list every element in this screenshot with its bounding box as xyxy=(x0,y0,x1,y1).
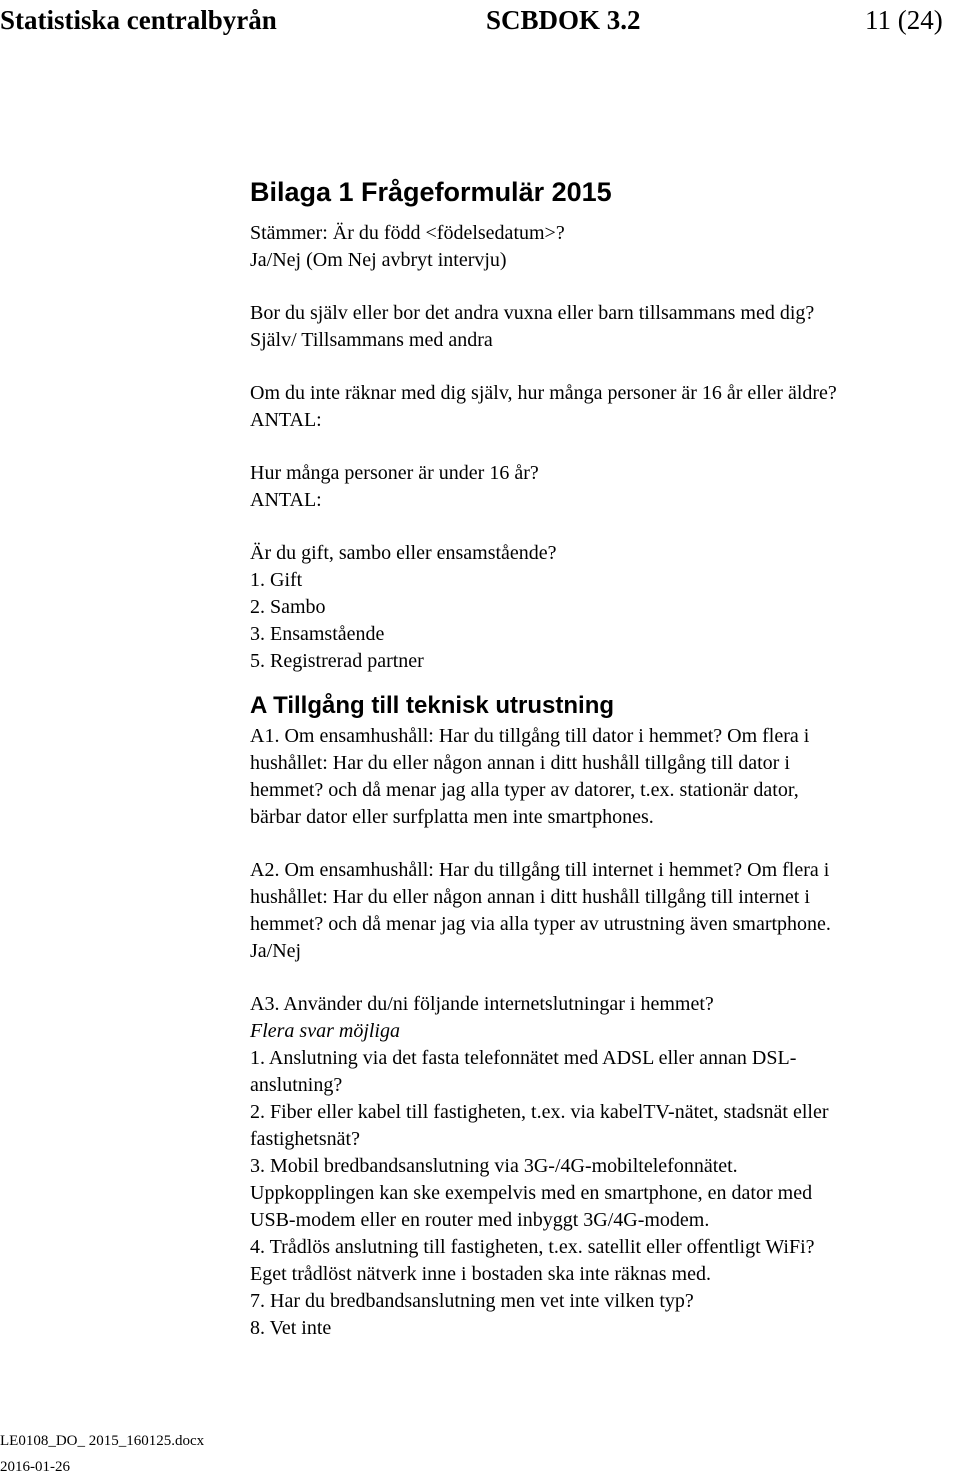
page-title: Bilaga 1 Frågeformulär 2015 xyxy=(250,177,612,207)
question-line: A2. Om ensamhushåll: Har du tillgång till internet i hemmet? Om flera i xyxy=(250,859,830,881)
section-heading: A Tillgång till teknisk utrustning xyxy=(250,692,615,719)
question-text: Bor du själv eller bor det andra vuxna eller barn tillsammans med dig? xyxy=(250,302,815,324)
marital-status-question xyxy=(250,540,950,675)
option-line: Eget trådlöst nätverk inne i bostaden ska inte räknas med. xyxy=(250,1263,711,1285)
header-page-number: 11 (24) xyxy=(865,5,943,35)
question-text: Är du gift, sambo eller ensamstående? xyxy=(250,542,557,564)
option-line: USB-modem eller en router med inbyggt 3G/4G-modem. xyxy=(250,1209,710,1231)
footer-date: 2016-01-26 xyxy=(0,1459,70,1475)
intro-question-1 xyxy=(250,220,950,274)
header-organization: Statistiska centralbyrån xyxy=(0,5,277,35)
option-line: 7. Har du bredbandsanslutning men vet inte vilken typ? xyxy=(250,1290,694,1312)
option-line: 3. Mobil bredbandsanslutning via 3G-/4G-mobiltelefonnätet. xyxy=(250,1155,738,1177)
question-text: Stämmer: Är du född <födelsedatum>? xyxy=(250,222,565,244)
option-line: anslutning? xyxy=(250,1074,343,1096)
option-line: fastighetsnät? xyxy=(250,1128,360,1150)
answer-options: ANTAL: xyxy=(250,489,322,511)
option-line: 1. Anslutning via det fasta telefonnätet med ADSL eller annan DSL- xyxy=(250,1047,797,1069)
question-text: Om du inte räknar med dig själv, hur många personer är 16 år eller äldre? xyxy=(250,382,837,404)
option-item: 5. Registrerad partner xyxy=(250,650,424,672)
option-item: 3. Ensamstående xyxy=(250,623,385,645)
option-line: Uppkopplingen kan ske exempelvis med en smartphone, en dator med xyxy=(250,1182,813,1204)
question-line: A1. Om ensamhushåll: Har du tillgång till dator i hemmet? Om flera i xyxy=(250,725,810,747)
intro-question-3 xyxy=(250,380,950,434)
question-note: Flera svar möjliga xyxy=(250,1020,400,1042)
option-item: 2. Sambo xyxy=(250,596,326,618)
answer-options: ANTAL: xyxy=(250,409,322,431)
option-item: 1. Gift xyxy=(250,569,303,591)
page-footer xyxy=(0,1428,204,1480)
option-line: 4. Trådlös anslutning till fastigheten, t.ex. satellit eller offentligt WiFi? xyxy=(250,1236,815,1258)
question-line: Ja/Nej xyxy=(250,940,302,962)
document-body xyxy=(250,170,950,1342)
question-text: Hur många personer är under 16 år? xyxy=(250,462,539,484)
header-document-id: SCBDOK 3.2 xyxy=(486,5,641,35)
question-line: hemmet? och då menar jag via alla typer av utrustning även smartphone. xyxy=(250,913,831,935)
question-line: hushållet: Har du eller någon annan i ditt hushåll tillgång till dator i xyxy=(250,752,790,774)
footer-filename: LE0108_DO_ 2015_160125.docx xyxy=(0,1433,205,1449)
answer-options: Själv/ Tillsammans med andra xyxy=(250,329,493,351)
page-header xyxy=(0,0,960,44)
question-line: hushållet: Har du eller någon annan i ditt hushåll tillgång till internet i xyxy=(250,886,810,908)
intro-question-2 xyxy=(250,300,950,354)
answer-options: Ja/Nej (Om Nej avbryt intervju) xyxy=(250,249,507,271)
question-line: bärbar dator eller surfplatta men inte smartphones. xyxy=(250,806,654,828)
intro-question-4 xyxy=(250,460,950,514)
question-line: hemmet? och då menar jag alla typer av datorer, t.ex. stationär dator, xyxy=(250,779,799,801)
question-a3 xyxy=(250,991,950,1342)
question-text: A3. Använder du/ni följande internetslutningar i hemmet? xyxy=(250,993,714,1015)
question-a2 xyxy=(250,857,950,965)
question-a1 xyxy=(250,723,950,831)
option-line: 2. Fiber eller kabel till fastigheten, t.ex. via kabelTV-nätet, stadsnät eller xyxy=(250,1101,829,1123)
option-line: 8. Vet inte xyxy=(250,1317,332,1339)
